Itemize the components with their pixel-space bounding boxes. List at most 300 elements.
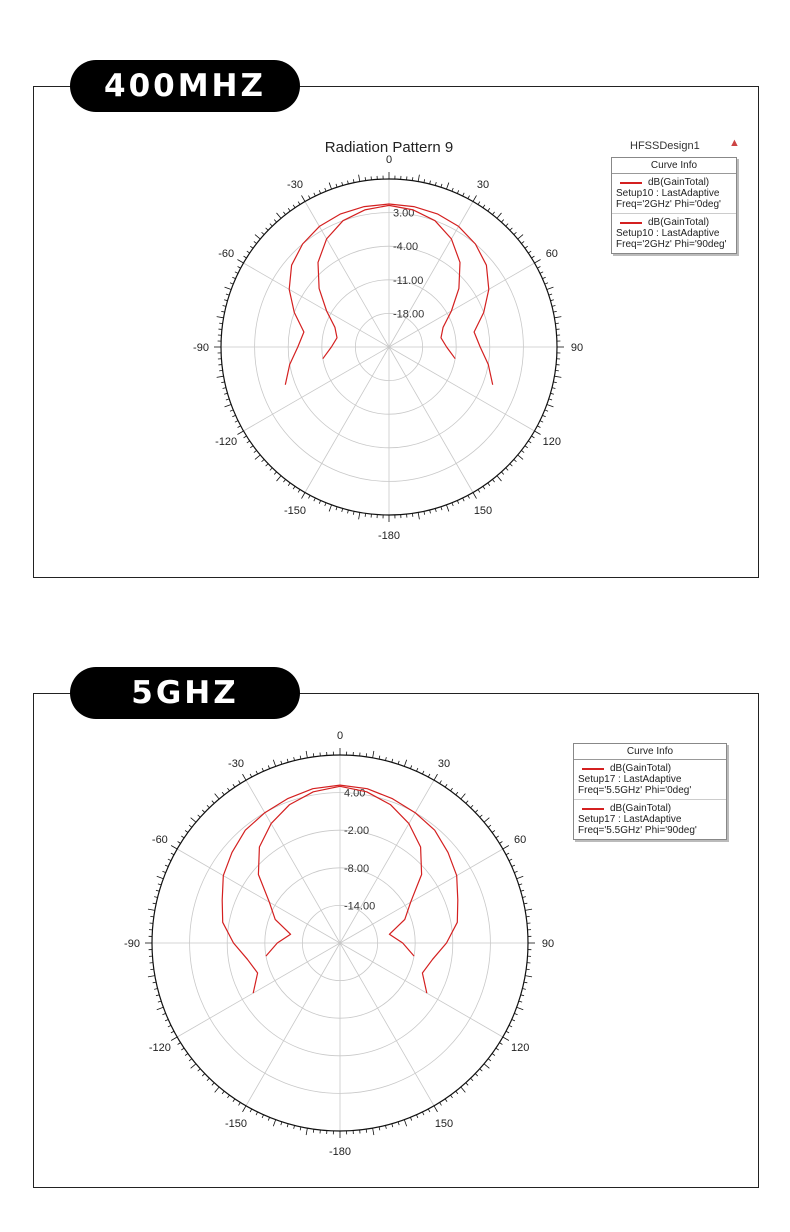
radial-label: 3.00 [393, 207, 415, 220]
angle-tick [379, 756, 380, 759]
angle-tick [165, 1019, 168, 1020]
angle-tick [221, 311, 224, 312]
angle-tick [537, 266, 540, 268]
angle-tick [329, 183, 331, 190]
angle-tick [243, 774, 247, 780]
angle-tick [154, 897, 157, 898]
legend-title: Curve Info [574, 744, 726, 760]
angle-tick [385, 1125, 386, 1128]
angle-tick [518, 455, 523, 459]
angle-tick [518, 235, 523, 239]
angle-label: -60 [151, 834, 168, 846]
angle-tick [514, 871, 517, 872]
angle-tick [165, 865, 168, 866]
radial-label: -18.00 [393, 308, 425, 321]
angle-tick [238, 426, 241, 428]
angle-tick [512, 865, 515, 866]
angle-tick [488, 483, 490, 486]
angle-tick [294, 1125, 295, 1128]
angle-tick [547, 287, 554, 289]
angle-tick [273, 760, 275, 767]
angle-tick [475, 1074, 478, 1076]
angle-tick [492, 830, 495, 832]
angle-tick [162, 1013, 165, 1014]
angle-tick [168, 1025, 171, 1027]
angle-tick [359, 175, 360, 182]
angle-tick [255, 455, 260, 459]
angle-tick [509, 859, 512, 861]
angle-tick [435, 182, 436, 185]
angle-tick [232, 277, 235, 278]
angle-tick [325, 503, 326, 506]
angle-tick [506, 853, 509, 855]
legend-title: Curve Info [612, 158, 736, 174]
legend-setup: Setup17 : LastAdaptive [578, 774, 682, 785]
angle-tick [171, 1037, 177, 1041]
legend-series-name: dB(GainTotal) [610, 803, 672, 814]
angle-tick [542, 415, 545, 416]
angle-tick [483, 205, 485, 208]
angle-tick [202, 1074, 205, 1076]
angle-tick [202, 810, 205, 812]
angle-tick [554, 376, 561, 377]
angle-tick [215, 794, 219, 799]
angle-tick [385, 757, 386, 760]
angle-tick [461, 1087, 465, 1092]
angle-tick [457, 190, 458, 193]
grid-spoke [305, 202, 389, 347]
angle-tick [244, 436, 247, 438]
angle-tick [198, 1069, 201, 1071]
angle-label: 150 [434, 1118, 454, 1131]
angle-tick [480, 1069, 483, 1071]
angle-tick [266, 464, 269, 466]
angle-tick [531, 256, 534, 258]
polar-chart-1 [124, 730, 554, 1158]
angle-tick [488, 208, 490, 211]
angle-tick [270, 224, 272, 227]
angle-tick [287, 1124, 288, 1127]
angle-tick [451, 1095, 453, 1098]
angle-label: 30 [437, 757, 451, 770]
legend-freq: Freq='2GHz' Phi='0deg' [616, 199, 721, 210]
angle-tick [270, 468, 272, 471]
angle-tick [463, 498, 465, 501]
angle-tick [268, 1117, 269, 1120]
angle-tick [488, 825, 491, 827]
angle-tick [207, 805, 209, 808]
angle-tick [514, 459, 517, 461]
legend-setup: Setup17 : LastAdaptive [578, 814, 682, 825]
angle-tick [215, 1087, 219, 1092]
angle-tick [336, 184, 337, 187]
angle-tick [171, 846, 177, 850]
angle-tick [434, 1106, 438, 1112]
angle-tick [158, 884, 161, 885]
angle-tick [514, 1013, 517, 1014]
design-name: HFSSDesign1 [630, 140, 700, 152]
grid-spoke [340, 780, 434, 943]
angle-tick [451, 788, 453, 791]
angle-tick [510, 464, 513, 466]
angle-tick [342, 182, 343, 185]
angle-tick [293, 205, 295, 208]
angle-tick [522, 988, 525, 989]
angle-tick [254, 450, 257, 452]
grid-spoke [246, 943, 340, 1106]
angle-tick [287, 759, 288, 762]
angle-label: -30 [228, 757, 244, 770]
angle-label: 0 [336, 730, 344, 742]
angle-label: 120 [510, 1042, 530, 1054]
angle-tick [471, 1078, 473, 1081]
angle-tick [445, 784, 447, 787]
angle-tick [281, 761, 282, 764]
angle-tick [298, 202, 300, 205]
angle-tick [483, 486, 485, 489]
grid-spoke [340, 943, 503, 1037]
chart-title: Radiation Pattern 9 [324, 139, 454, 156]
angle-tick [468, 196, 470, 199]
angle-tick [189, 1059, 192, 1061]
angle-tick [306, 751, 307, 758]
angle-tick [398, 761, 399, 764]
angle-tick [456, 1091, 458, 1094]
angle-tick [250, 1109, 252, 1112]
angle-tick [225, 404, 232, 406]
angle-tick [457, 500, 458, 503]
angle-tick [154, 988, 157, 989]
angle-tick [329, 505, 331, 512]
angle-tick [348, 510, 349, 513]
angle-tick [517, 876, 524, 878]
angle-tick [224, 393, 227, 394]
angle-tick [553, 382, 556, 383]
angle-tick [247, 441, 250, 443]
grid-spoke [246, 780, 340, 943]
angle-tick [461, 794, 465, 799]
angle-tick [496, 1048, 499, 1050]
angle-tick [392, 759, 393, 762]
angle-tick [198, 815, 201, 817]
angle-tick [314, 498, 316, 501]
angle-tick [353, 511, 354, 514]
angle-tick [525, 446, 528, 448]
angle-tick [446, 183, 448, 190]
angle-tick [156, 995, 159, 996]
angle-tick [224, 300, 227, 301]
angle-tick [416, 1115, 417, 1118]
angle-label: -150 [283, 504, 307, 517]
angle-tick [492, 212, 494, 215]
angle-tick [480, 815, 483, 817]
angle-tick [235, 421, 238, 423]
angle-tick [185, 830, 188, 832]
angle-tick [440, 1102, 442, 1105]
angle-tick [519, 1001, 522, 1002]
angle-tick [277, 476, 281, 481]
angle-tick [255, 235, 260, 239]
angle-label: -120 [215, 436, 238, 448]
angle-label: 90 [570, 342, 584, 354]
angle-tick [446, 505, 448, 512]
angle-tick [501, 472, 503, 475]
angle-tick [238, 266, 241, 268]
angle-tick [156, 890, 159, 891]
angle-tick [521, 241, 524, 243]
angle-tick [524, 982, 527, 983]
grid-spoke [244, 263, 389, 347]
angle-tick [484, 818, 489, 822]
angle-tick [250, 246, 253, 248]
angle-tick [463, 193, 465, 196]
grid-spoke [305, 347, 389, 492]
radial-label: -14.00 [344, 900, 376, 913]
angle-tick [430, 510, 431, 513]
angle-tick [468, 495, 470, 498]
angle-tick [506, 1031, 509, 1033]
angle-label: -120 [148, 1042, 171, 1054]
angle-tick [471, 805, 473, 808]
angle-tick [521, 450, 524, 452]
angle-tick [499, 1043, 502, 1045]
angle-label: -150 [224, 1118, 248, 1131]
angle-tick [549, 294, 552, 295]
angle-tick [497, 476, 501, 481]
angle-tick [342, 508, 343, 511]
tab-400mhz: 400MHZ [70, 60, 300, 112]
angle-tick [262, 1115, 263, 1118]
angle-tick [281, 1122, 282, 1125]
angle-label: -60 [218, 248, 235, 260]
angle-tick [466, 1083, 468, 1086]
angle-tick [540, 272, 543, 274]
angle-tick [404, 760, 406, 767]
angle-tick [534, 431, 540, 435]
angle-tick [157, 1007, 164, 1009]
angle-tick [478, 489, 480, 492]
angle-tick [348, 181, 349, 184]
angle-tick [268, 765, 269, 768]
angle-tick [306, 1128, 307, 1135]
angle-label: 90 [541, 938, 555, 950]
angle-label: -30 [287, 179, 303, 192]
angle-tick [452, 188, 453, 191]
radial-label: 4.00 [344, 787, 366, 800]
angle-tick [256, 1112, 258, 1115]
angle-tick [522, 897, 525, 898]
radial-label: -11.00 [393, 274, 424, 287]
angle-tick [528, 251, 531, 253]
angle-tick [510, 228, 513, 230]
angle-tick [226, 399, 229, 400]
angle-label: -180 [328, 1146, 352, 1158]
grid-spoke [389, 347, 534, 431]
angle-tick [243, 1106, 247, 1112]
angle-tick [250, 774, 252, 777]
angle-tick [499, 842, 502, 844]
angle-tick [298, 489, 300, 492]
angle-tick [521, 995, 524, 996]
grid-spoke [340, 943, 434, 1106]
angle-tick [277, 213, 281, 218]
angle-tick [501, 220, 503, 223]
angle-tick [157, 876, 164, 878]
angle-tick [473, 492, 477, 498]
angle-tick [178, 842, 181, 844]
grid-spoke [389, 347, 473, 492]
angle-tick [492, 479, 494, 482]
angle-tick [262, 768, 263, 771]
angle-tick [247, 251, 250, 253]
angle-tick [314, 193, 316, 196]
angle-tick [308, 196, 310, 199]
angle-tick [398, 1122, 399, 1125]
angle-tick [235, 272, 238, 274]
angle-label: -90 [124, 938, 140, 950]
angle-tick [545, 410, 548, 411]
angle-tick [525, 909, 532, 910]
angle-tick [435, 508, 436, 511]
angle-tick [262, 232, 265, 234]
angle-tick [217, 376, 224, 377]
angle-label: 60 [514, 834, 527, 846]
angle-tick [525, 246, 528, 248]
angle-tick [379, 1127, 380, 1130]
angle-tick [227, 788, 229, 791]
angle-tick [525, 976, 532, 977]
angle-tick [552, 388, 555, 389]
angle-tick [428, 1109, 430, 1112]
angle-tick [392, 1124, 393, 1127]
angle-tick [212, 801, 214, 804]
angle-tick [233, 1099, 235, 1102]
angle-tick [553, 311, 556, 312]
angle-tick [422, 771, 424, 774]
angle-tick [428, 774, 430, 777]
angle-tick [254, 241, 257, 243]
angle-tick [191, 1064, 196, 1068]
angle-label: -90 [193, 342, 209, 354]
angle-tick [250, 446, 253, 448]
legend-freq: Freq='5.5GHz' Phi='90deg' [578, 825, 697, 836]
angle-tick [434, 774, 438, 780]
angle-tick [550, 393, 553, 394]
angle-tick [274, 472, 276, 475]
angle-tick [514, 232, 517, 234]
angle-tick [189, 825, 192, 827]
legend-series-name: dB(GainTotal) [648, 177, 710, 188]
radial-label: -4.00 [393, 241, 419, 254]
angle-tick [207, 1078, 209, 1081]
angle-tick [223, 306, 226, 307]
angle-tick [545, 283, 548, 284]
angle-tick [540, 421, 543, 423]
angle-tick [153, 982, 156, 983]
angle-tick [528, 441, 531, 443]
angle-label: 0 [385, 154, 393, 166]
angle-tick [441, 184, 442, 187]
legend-series-name: dB(GainTotal) [648, 217, 710, 228]
angle-tick [181, 1048, 184, 1050]
angle-tick [237, 431, 243, 435]
angle-tick [521, 890, 524, 891]
angle-tick [148, 909, 155, 910]
angle-tick [416, 768, 417, 771]
angle-tick [503, 846, 509, 850]
angle-tick [353, 179, 354, 182]
angle-tick [222, 792, 224, 795]
angle-tick [441, 507, 442, 510]
angle-tick [283, 212, 285, 215]
angle-tick [537, 426, 540, 428]
collapse-arrow-icon[interactable]: ▲ [729, 137, 740, 149]
angle-tick [239, 1102, 241, 1105]
legend-setup: Setup10 : LastAdaptive [616, 228, 720, 239]
angle-tick [475, 810, 478, 812]
angle-tick [404, 1120, 406, 1127]
angle-tick [262, 459, 265, 461]
angle-tick [274, 220, 276, 223]
angle-tick [452, 503, 453, 506]
angle-tick [162, 871, 165, 872]
angle-tick [422, 1112, 424, 1115]
angle-label: 120 [542, 436, 561, 448]
radial-label: -2.00 [344, 825, 370, 838]
angle-tick [230, 283, 233, 284]
angle-tick [524, 903, 527, 904]
angle-tick [233, 784, 235, 787]
angle-tick [226, 294, 229, 295]
angle-tick [171, 1031, 174, 1033]
grid-spoke [177, 943, 340, 1037]
angle-tick [319, 190, 320, 193]
angle-tick [496, 836, 499, 838]
angle-tick [230, 410, 233, 411]
angle-tick [503, 1037, 509, 1041]
angle-tick [225, 287, 232, 289]
angle-tick [266, 228, 269, 230]
legend-setup: Setup10 : LastAdaptive [616, 188, 720, 199]
angle-tick [293, 486, 295, 489]
angle-tick [554, 317, 561, 318]
angle-tick [473, 195, 477, 201]
angle-tick [319, 500, 320, 503]
angle-tick [424, 179, 425, 182]
angle-tick [221, 382, 224, 383]
angle-tick [519, 884, 522, 885]
angle-tick [410, 765, 411, 768]
angle-tick [550, 300, 553, 301]
grid-spoke [244, 347, 389, 431]
angle-tick [542, 277, 545, 278]
angle-tick [308, 495, 310, 498]
polar-chart-0 [193, 139, 583, 542]
angle-tick [418, 512, 419, 519]
angle-tick [488, 1059, 491, 1061]
angle-tick [466, 801, 468, 804]
angle-tick [418, 175, 419, 182]
angle-tick [185, 1054, 188, 1056]
legend-freq: Freq='2GHz' Phi='90deg' [616, 239, 727, 250]
angle-tick [506, 224, 508, 227]
angle-tick [191, 818, 196, 822]
angle-tick [336, 507, 337, 510]
angle-tick [325, 188, 326, 191]
angle-tick [178, 1043, 181, 1045]
radial-label: -8.00 [344, 862, 370, 875]
angle-tick [256, 771, 258, 774]
